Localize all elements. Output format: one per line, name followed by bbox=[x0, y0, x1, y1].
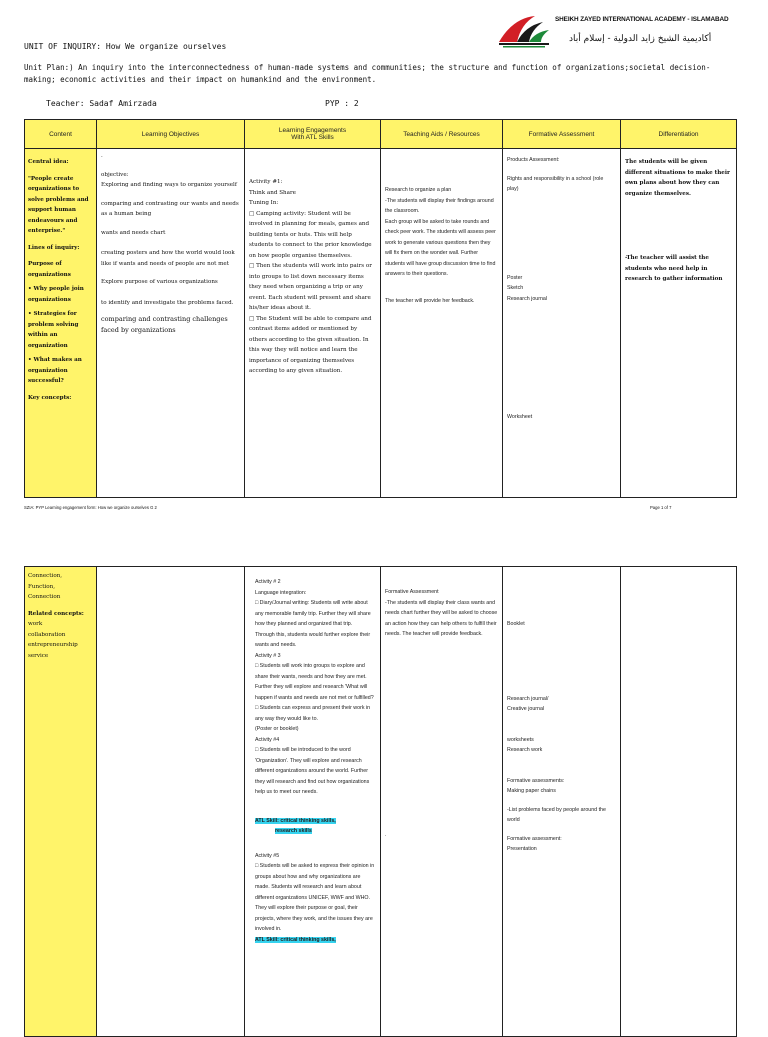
header-formative-assessment: Formative Assessment bbox=[503, 120, 621, 149]
objectives-dot: . bbox=[101, 153, 103, 159]
teacher-name: Teacher: Sadaf Amirzada bbox=[46, 99, 157, 108]
line-of-inquiry-3: • Strategies for problem solving within an organization bbox=[28, 311, 79, 349]
objective-3: wants and needs chart bbox=[101, 229, 166, 236]
engagements-cell-page2 bbox=[245, 567, 381, 1037]
assessment-products: Products Assessment: bbox=[507, 157, 560, 163]
resources-teacher-feedback: The teacher will provide her feedback. bbox=[385, 297, 475, 304]
objective-2: comparing and contrasting our wants and needs as a human being bbox=[101, 200, 239, 217]
academy-emblem-icon bbox=[495, 12, 551, 52]
resources-cell bbox=[381, 149, 503, 498]
atl-skill-1-line-a: ATL Skill: critical thinking skills, bbox=[255, 817, 336, 824]
atl-skill-2-text: ATL Skill: critical thinking skills, bbox=[255, 936, 336, 943]
differentiation-teacher-assist: -The teacher will assist the students who need help in research to gather information bbox=[625, 255, 723, 282]
central-idea: "People create organizations to solve problems and support human endeavours and enterprise." bbox=[28, 175, 89, 234]
activities-2-to-4: Activity # 2 Language integration: □ Diary/Journal writing: Students will write about any memorable family trip. Further they will share how they planned and organized that trip. Through this, students would further explore their wants and needs. Activity # 3 □ Students will work into groups to explore and share their wants, needs and how they are met. Further they will explore and research 'What will happen if wants and needs are not met or fulfilled? □ Students can express and present their work in any way they would like to. (Poster or booklet) Activity #4 □ Students will be introduced to the word 'Organization'. They will explore and research different organizations around the world. Further they will research and find out how organizations help us to meet our needs. bbox=[255, 579, 374, 795]
objective-5: Explore purpose of various organizations bbox=[101, 279, 218, 285]
school-name-english: SHEIKH ZAYED INTERNATIONAL ACADEMY - ISLAMABAD bbox=[555, 16, 729, 23]
resources-research-plan: Research to organize a plan -The students will display their findings around the classroom. Each group will be asked to take rounds and check peer work. The students will assess peer work to generate various questions then they will fix them on the wonder wall. Further students will have group discussion time to find answers to their questions. bbox=[385, 187, 496, 277]
assessment-poster-sketch-journal: Poster Sketch Research journal bbox=[507, 274, 548, 302]
central-idea-label: Central idea: bbox=[28, 159, 69, 165]
objectives-cell bbox=[97, 149, 245, 498]
key-concepts-label: Key concepts: bbox=[28, 394, 72, 401]
assessment-worksheets: worksheets Research work bbox=[507, 736, 543, 753]
content-cell bbox=[25, 149, 97, 498]
line-of-inquiry-4: • What makes an organization successful? bbox=[28, 357, 82, 384]
concepts-connection-function: Connection, Function, Connection bbox=[28, 573, 63, 600]
learning-engagement-table-page2 bbox=[24, 566, 737, 1037]
header-teaching-aids: Teaching Aids / Resources bbox=[381, 120, 503, 149]
engagements-cell bbox=[245, 149, 381, 498]
header-differentiation: Differentiation bbox=[621, 120, 737, 149]
atl-skill-1 bbox=[255, 816, 376, 837]
objective-6: to identify and investigate the problems faced. bbox=[101, 299, 234, 306]
pyp-grade: PYP : 2 bbox=[325, 99, 359, 108]
learning-engagement-table-page1 bbox=[24, 119, 737, 498]
related-concepts-label: Related concepts: bbox=[28, 610, 84, 617]
unit-plan-description: Unit Plan:) An inquiry into the interconnectedness of human-made systems and communities; the structure and function of organizations;societal decision-making; economic activities and their impact on humankind and the environment. bbox=[24, 63, 711, 84]
school-name-arabic: أكاديمية الشيخ زايد الدولية - إسلام أباد bbox=[569, 34, 712, 44]
line-of-inquiry-1: Purpose of organizations bbox=[28, 261, 71, 278]
differentiation-plans: The students will be given different situations to make their own plans about how they can organize themselves. bbox=[625, 159, 730, 197]
assessment-rights-role-play: Rights and responsibility in a school (role play) bbox=[507, 175, 604, 192]
lines-of-inquiry-label: Lines of inquiry: bbox=[28, 244, 80, 251]
objectives-cell-page2 bbox=[97, 567, 245, 1037]
objective-7: comparing and contrasting challenges faced by organizations bbox=[101, 315, 228, 334]
objective-4: creating posters and how the world would look like if wants and needs of people are not met bbox=[101, 250, 235, 267]
header-content: Content bbox=[25, 120, 97, 149]
resources-cell-page2 bbox=[381, 567, 503, 1037]
assessment-research-journal: Research journal/ Creative journal bbox=[507, 695, 549, 712]
assessment-presentation: Formative assessment: Presentation bbox=[507, 835, 562, 852]
assessment-cell-page2 bbox=[503, 567, 621, 1037]
atl-skill-1-line-b: research skills bbox=[275, 828, 312, 834]
header-learning-objectives: Learning Objectives bbox=[97, 120, 245, 149]
footer-page-number: Page 1 of 7 bbox=[650, 505, 672, 510]
assessment-cell bbox=[503, 149, 621, 498]
footer-form-title: SZIA: PYP Learning engagement form: How we organize ourselves G 2 bbox=[24, 505, 157, 510]
resources-dot: . bbox=[385, 831, 387, 838]
assessment-list-problems: -List problems faced by people around the world bbox=[507, 806, 606, 823]
atl-skill-2 bbox=[255, 935, 376, 946]
resources-wants-needs-chart: Formative Assessment -The students will display their class wants and needs chart further they will be asked to choose an action how they can help others to fulfill their needs. The teacher will provide feedback. bbox=[385, 589, 498, 637]
differentiation-cell bbox=[621, 149, 737, 498]
school-logo bbox=[495, 12, 757, 54]
assessment-worksheet: Worksheet bbox=[507, 414, 533, 420]
differentiation-cell-page2 bbox=[621, 567, 737, 1037]
related-concepts: work collaboration entrepreneurship service bbox=[28, 621, 78, 659]
assessment-paper-chains: Formative assessments: Making paper chains bbox=[507, 777, 565, 794]
activity-1: Activity #1: Think and Share Tuning In: □ Camping activity: Student will be involved in planning for meals, games and building tents or huts. This will help students to connect to the prior knowledge on how people organise themselves. □ Then the students will work into pairs or into groups to list down necessary items they need when organizing a trip or any event. Each student will present and share his/her ideas about it. □ The Student will be able to compare and contrast items added or mentioned by others according to the given situation. In this way they will notice and learn the importance of organizing themselves according to any given situation. bbox=[249, 179, 372, 374]
content-cell-page2 bbox=[25, 567, 97, 1037]
objective-1: objective: Exploring and finding ways to organize yourself bbox=[101, 171, 237, 188]
line-of-inquiry-2: • Why people join organizations bbox=[28, 286, 84, 303]
assessment-booklet: Booklet bbox=[507, 621, 525, 627]
activity-5: Activity #5 □ Students will be asked to express their opinion in groups about how and why organizations are made. Students will research and learn about different organizations UNICEF, WWF and WHO. They will explore their purpose or goal, their projects, where they work, and the issues they are involved in. bbox=[255, 852, 375, 932]
header-learning-engagements: Learning Engagements With ATL Skills bbox=[245, 120, 381, 149]
unit-title: UNIT OF INQUIRY: How We organize ourselves bbox=[24, 42, 227, 51]
